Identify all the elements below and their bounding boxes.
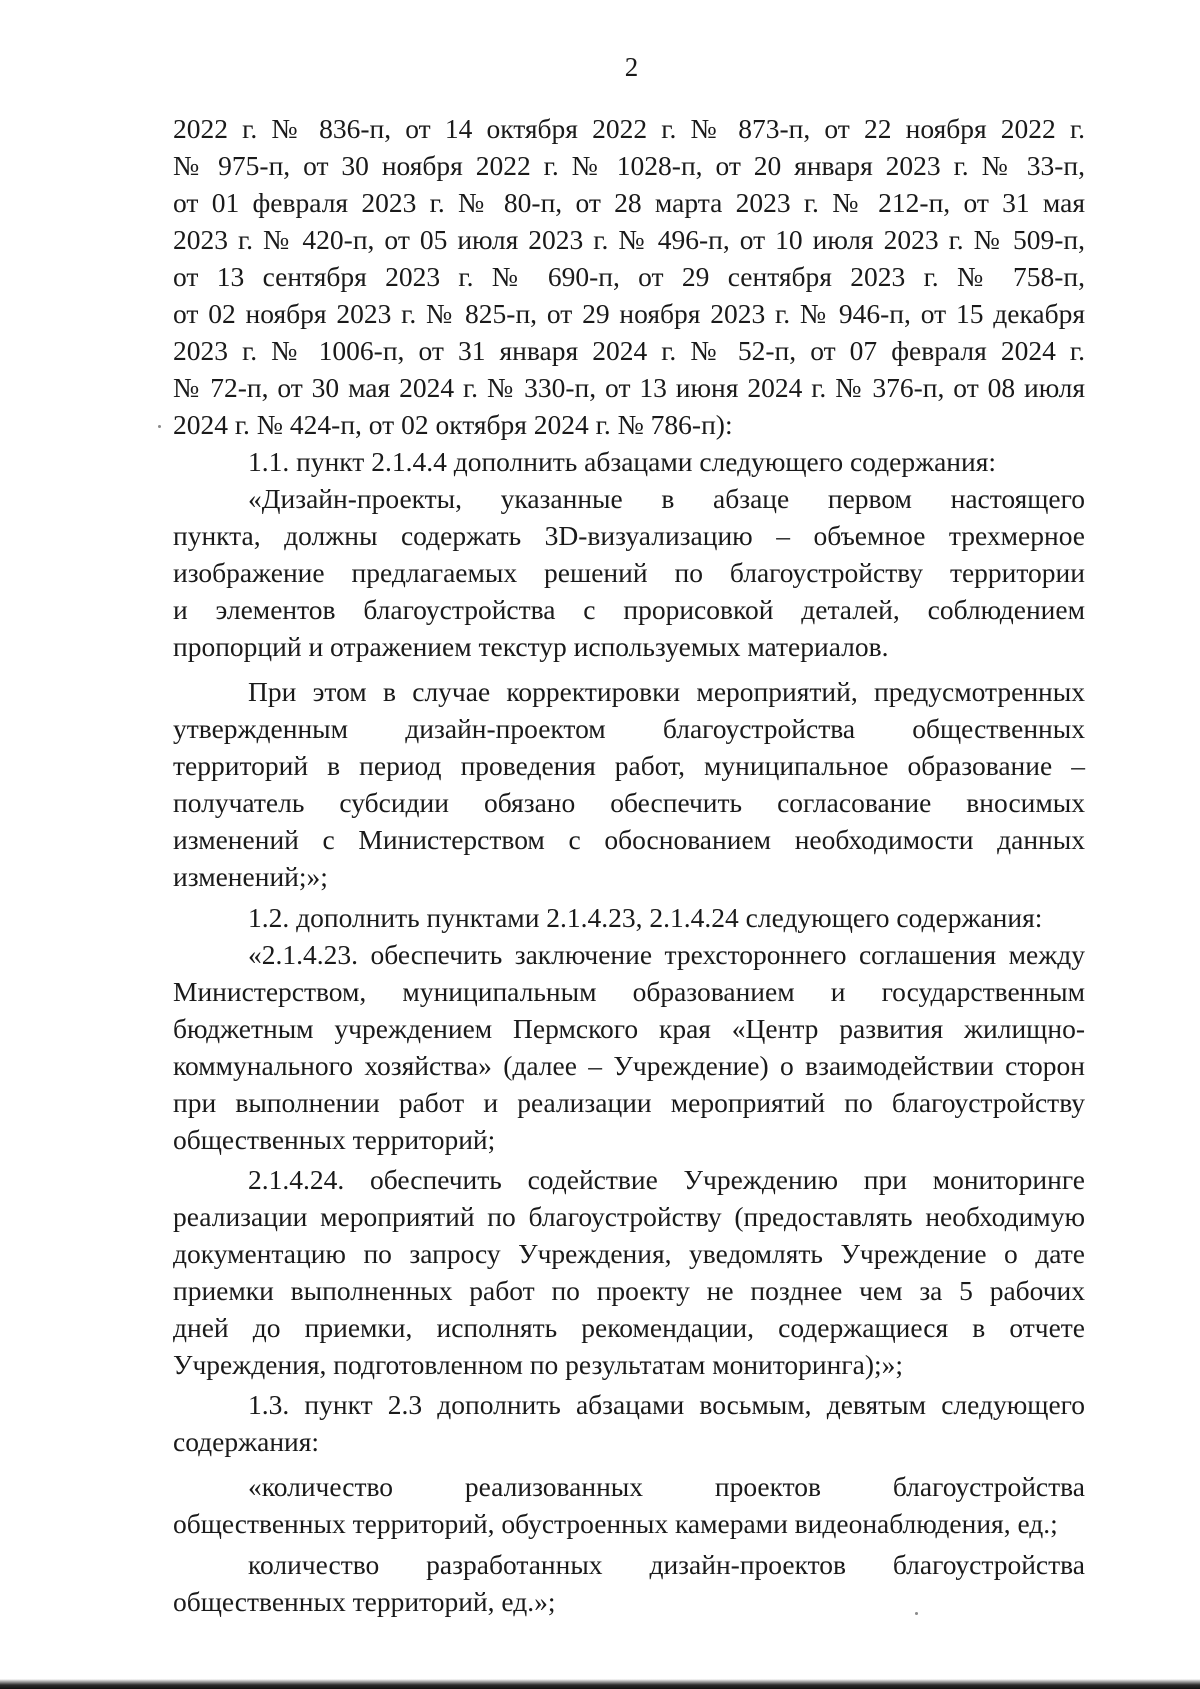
- text-line: Учреждения, подготовленном по результатам мониторинга);»;: [173, 1349, 904, 1380]
- paragraph-1-3: [173, 1386, 1085, 1460]
- paragraph-2-1-4-23: [173, 936, 1085, 1158]
- paragraph-correction: [173, 673, 1085, 895]
- text-line: При этом в случае корректировки мероприятий, предусмотренных: [248, 676, 1085, 707]
- text-line: утвержденным дизайн-проектом благоустройства общественных: [173, 713, 1085, 744]
- text-line: 1.3. пункт 2.3 дополнить абзацами восьмым, девятым следующего: [248, 1389, 1085, 1420]
- text-line: бюджетным учреждением Пермского края «Центр развития жилищно-: [173, 1013, 1085, 1044]
- paragraph-count-implemented: [173, 1468, 1085, 1542]
- text-line: от 13 сентября 2023 г. № 690-п, от 29 сентября 2023 г. № 758-п,: [173, 261, 1085, 292]
- document-body: [173, 110, 1085, 1620]
- text-line: общественных территорий, обустроенных камерами видеонаблюдения, ед.;: [173, 1508, 1058, 1539]
- text-line: территорий в период проведения работ, муниципальное образование –: [173, 750, 1085, 781]
- text-line: от 01 февраля 2023 г. № 80-п, от 28 марта 2023 г. № 212-п, от 31 мая: [173, 187, 1085, 218]
- text-line: 2.1.4.24. обеспечить содействие Учреждению при мониторинге: [248, 1164, 1085, 1195]
- text-line: содержания:: [173, 1426, 320, 1457]
- paragraph-1-1: [173, 443, 1085, 480]
- text-line: «количество реализованных проектов благоустройства: [248, 1471, 1085, 1502]
- text-line: изменений с Министерством с обоснованием необходимости данных: [173, 824, 1085, 855]
- text-line: коммунального хозяйства» (далее – Учреждение) о взаимодействии сторон: [173, 1050, 1085, 1081]
- text-line: получатель субсидии обязано обеспечить согласование вносимых: [173, 787, 1085, 818]
- scan-speck: [915, 1612, 918, 1615]
- text-line: пропорций и отражением текстур используемых материалов.: [173, 631, 889, 662]
- text-line: дней до приемки, исполнять рекомендации, содержащиеся в отчете: [173, 1312, 1085, 1343]
- text-line: 2023 г. № 1006-п, от 31 января 2024 г. № 52-п, от 07 февраля 2024 г.: [173, 335, 1085, 366]
- text-line: общественных территорий;: [173, 1124, 496, 1155]
- paragraph-2-1-4-24: [173, 1161, 1085, 1383]
- text-line: и элементов благоустройства с прорисовкой деталей, соблюдением: [173, 594, 1085, 625]
- text-line: реализации мероприятий по благоустройству (предоставлять необходимую: [173, 1201, 1085, 1232]
- text-line: 2022 г. № 836-п, от 14 октября 2022 г. № 873-п, от 22 ноября 2022 г.: [173, 113, 1085, 144]
- text-line: «2.1.4.23. обеспечить заключение трехстороннего соглашения между: [248, 939, 1085, 970]
- text-line: Министерством, муниципальным образованием и государственным: [173, 976, 1085, 1007]
- text-line: общественных территорий, ед.»;: [173, 1586, 556, 1617]
- text-line: «Дизайн-проекты, указанные в абзаце первом настоящего: [248, 483, 1085, 514]
- text-line: 1.1. пункт 2.1.4.4 дополнить абзацами следующего содержания:: [248, 446, 997, 477]
- paragraph-intro: [173, 110, 1085, 443]
- text-line: 2024 г. № 424-п, от 02 октября 2024 г. № 786-п):: [173, 409, 733, 440]
- text-line: количество разработанных дизайн-проектов благоустройства: [248, 1549, 1085, 1580]
- scan-bottom-edge: [0, 1679, 1200, 1689]
- text-line: изменений;»;: [173, 861, 328, 892]
- text-line: от 02 ноября 2023 г. № 825-п, от 29 ноября 2023 г. № 946-п, от 15 декабря: [173, 298, 1085, 329]
- scan-speck: [158, 425, 161, 428]
- text-line: 1.2. дополнить пунктами 2.1.4.23, 2.1.4.24 следующего содержания:: [248, 902, 1043, 933]
- paragraph-count-developed: [173, 1546, 1085, 1620]
- paragraph-1-2: [173, 899, 1085, 936]
- text-line: приемки выполненных работ по проекту не позднее чем за 5 рабочих: [173, 1275, 1085, 1306]
- text-line: 2023 г. № 420-п, от 05 июля 2023 г. № 496-п, от 10 июля 2023 г. № 509-п,: [173, 224, 1085, 255]
- text-line: № 975-п, от 30 ноября 2022 г. № 1028-п, от 20 января 2023 г. № 33-п,: [173, 150, 1085, 181]
- text-line: изображение предлагаемых решений по благоустройству территории: [173, 557, 1085, 588]
- page-number: 2: [624, 52, 639, 82]
- text-line: № 72-п, от 30 мая 2024 г. № 330-п, от 13 июня 2024 г. № 376-п, от 08 июля: [173, 372, 1085, 403]
- paragraph-design-projects: [173, 480, 1085, 665]
- text-line: документацию по запросу Учреждения, уведомлять Учреждение о дате: [173, 1238, 1085, 1269]
- text-line: при выполнении работ и реализации мероприятий по благоустройству: [173, 1087, 1085, 1118]
- text-line: пункта, должны содержать 3D-визуализацию – объемное трехмерное: [173, 520, 1085, 551]
